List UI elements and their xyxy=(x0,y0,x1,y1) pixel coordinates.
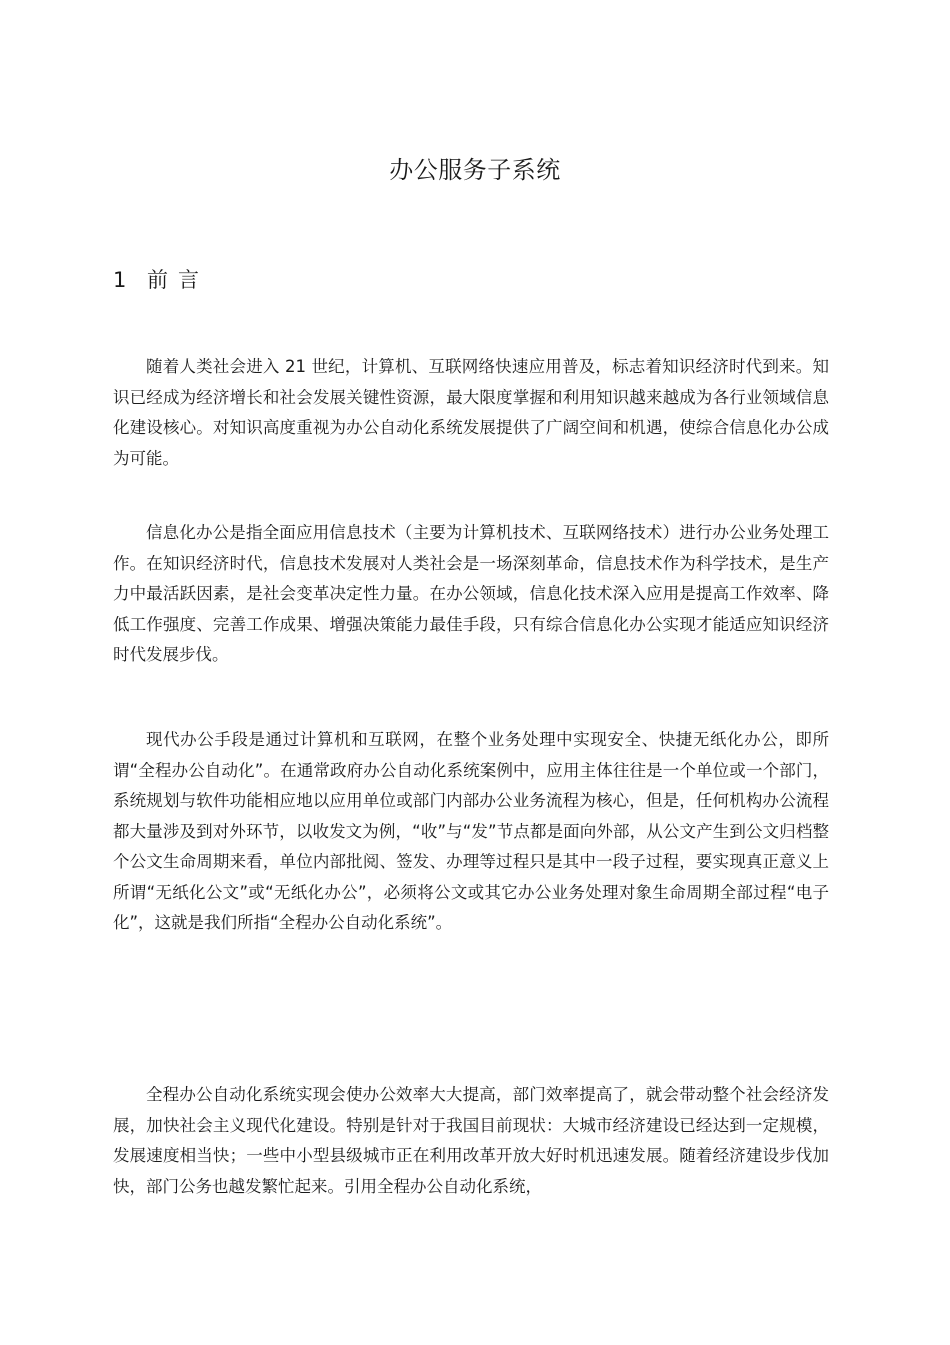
section-number: 1 xyxy=(113,268,127,292)
section-label: 前言 xyxy=(147,268,209,292)
section-heading xyxy=(113,264,209,296)
paragraph-modern-office: 现代办公手段是通过计算机和互联网，在整个业务处理中实现安全、快捷无纸化办公，即所谓“全程办公自动化”。在通常政府办公自动化系统案例中，应用主体往往是一个单位或一个部门，系统规划与软件功能相应地以应用单位或部门内部办公业务流程为核心，但是，任何机构办公流程都大量涉及到对外环节，以收发文为例，“收”与“发”节点都是面向外部，从公文产生到公文归档整个公文生命周期来看，单位内部批阅、签发、办理等过程只是其中一段子过程，要实现真正意义上所谓“无纸化公文”或“无纸化办公”，必须将公文或其它办公业务处理对象生命周期全部过程“电子化”，这就是我们所指“全程办公自动化系统”。 xyxy=(113,730,829,932)
paragraph-full-process-automation: 全程办公自动化系统实现会使办公效率大大提高，部门效率提高了，就会带动整个社会经济发展，加快社会主义现代化建设。特别是针对于我国目前现状：大城市经济建设已经达到一定规模，发展速度相当快；一些中小型县级城市正在利用改革开放大好时机迅速发展。随着经济建设步伐加快，部门公务也越发繁忙起来。引用全程办公自动化系统， xyxy=(113,1085,829,1196)
paragraph-information-office: 信息化办公是指全面应用信息技术（主要为计算机技术、互联网络技术）进行办公业务处理工作。在知识经济时代，信息技术发展对人类社会是一场深刻革命，信息技术作为科学技术，是生产力中最活跃因素，是社会变革决定性力量。在办公领域，信息化技术深入应用是提高工作效率、降低工作强度、完善工作成果、增强决策能力最佳手段，只有综合信息化办公实现才能适应知识经济时代发展步伐。 xyxy=(113,523,829,664)
document-title: 办公服务子系统 xyxy=(389,156,561,184)
paragraph-intro: 随着人类社会进入 21 世纪，计算机、互联网络快速应用普及，标志着知识经济时代到来。知识已经成为经济增长和社会发展关键性资源，最大限度掌握和利用知识越来越成为各行业领域信息化建设核心。对知识高度重视为办公自动化系统发展提供了广阔空间和机遇，使综合信息化办公成为可能。 xyxy=(113,357,829,468)
